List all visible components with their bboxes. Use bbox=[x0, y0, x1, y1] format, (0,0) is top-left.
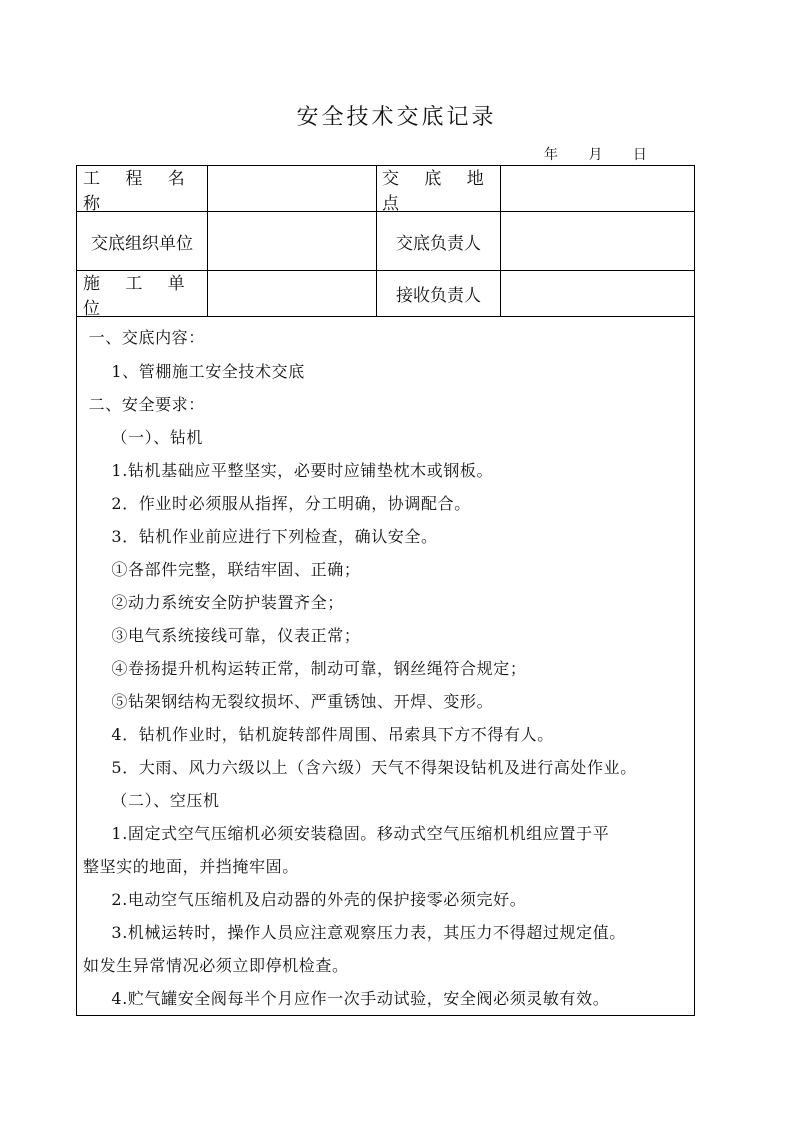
content-line: ③电气系统接线可靠，仪表正常； bbox=[83, 626, 361, 645]
briefing-location-value[interactable] bbox=[501, 166, 694, 211]
date-year-label: 年 bbox=[544, 147, 558, 163]
content-line: 1、管棚施工安全技术交底 bbox=[83, 362, 305, 381]
content-line: 2.电动空气压缩机及启动器的外壳的保护接零必须完好。 bbox=[83, 890, 527, 909]
content-line: （二）、空压机 bbox=[83, 791, 220, 810]
project-name-value[interactable] bbox=[208, 166, 376, 211]
receiving-responsible-value[interactable] bbox=[501, 271, 694, 316]
content-line: 4.贮气罐安全阀每半个月应作一次手动试验，安全阀必须灵敏有效。 bbox=[83, 989, 610, 1008]
content-line: 2．作业时必须服从指挥，分工明确，协调配合。 bbox=[83, 494, 471, 513]
organizing-unit-label: 交底组织单位 bbox=[91, 233, 193, 254]
content-line: ⑤钻架钢结构无裂纹损坏、严重锈蚀、开焊、变形。 bbox=[83, 692, 494, 711]
content-line: 一、交底内容： bbox=[83, 328, 205, 347]
construction-unit-value[interactable] bbox=[208, 271, 376, 316]
content-line: 1.钻机基础应平整坚实，必要时应铺垫枕木或钢板。 bbox=[83, 461, 494, 480]
project-name-label: 工 程 名 称 bbox=[83, 168, 195, 214]
construction-unit-label: 施 工 单 位 bbox=[83, 273, 195, 319]
record-table bbox=[76, 165, 695, 1016]
content-line: 整坚实的地面，并挡掩牢固。 bbox=[83, 857, 299, 876]
content-line: 3．钻机作业前应进行下列检查，确认安全。 bbox=[83, 527, 438, 546]
briefing-location-label: 交 底 地 点 bbox=[382, 168, 494, 214]
content-line: 4．钻机作业时，钻机旋转部件周围、吊索具下方不得有人。 bbox=[83, 725, 554, 744]
briefing-responsible-value[interactable] bbox=[501, 212, 694, 270]
date-day-label: 日 bbox=[632, 147, 647, 163]
receiving-responsible-label: 接收负责人 bbox=[396, 286, 481, 306]
date-month-label: 月 bbox=[588, 147, 603, 163]
content-line: ①各部件完整，联结牢固、正确； bbox=[83, 560, 361, 579]
document-title: 安全技术交底记录 bbox=[296, 105, 497, 130]
content-line: 二、安全要求： bbox=[83, 395, 205, 414]
content-line: 3.机械运转时，操作人员应注意观察压力表，其压力不得超过规定值。 bbox=[83, 923, 626, 942]
organizing-unit-value[interactable] bbox=[208, 212, 376, 270]
content-line: ②动力系统安全防护装置齐全； bbox=[83, 593, 344, 612]
date-line bbox=[544, 144, 647, 164]
content-line: ④卷扬提升机构运转正常，制动可靠，钢丝绳符合规定； bbox=[83, 659, 527, 678]
content-line: 1.固定式空气压缩机必须安装稳固。移动式空气压缩机机组应置于平 bbox=[83, 824, 610, 843]
briefing-responsible-label: 交底负责人 bbox=[396, 233, 481, 254]
content-line: 5．大雨、风力六级以上（含六级）天气不得架设钻机及进行高处作业。 bbox=[83, 758, 637, 777]
content-line: （一）、钻机 bbox=[83, 428, 204, 447]
content-line: 如发生异常情况必须立即停机检查。 bbox=[83, 956, 349, 975]
